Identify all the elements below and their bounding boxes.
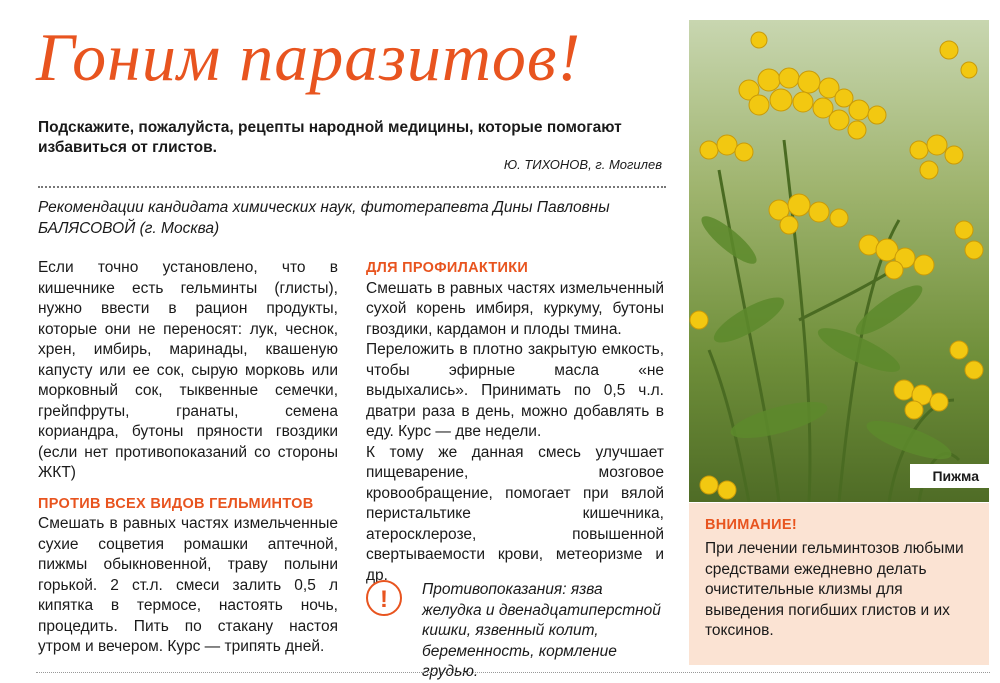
- prevention-paragraph-3: К тому же данная смесь улучшает пищеварение, мозговое кровообращение, помогает при вялой перистальтике кишечника, атеросклерозе, повышенной свертываемости крови, метеоризме и др.: [366, 443, 664, 584]
- contraindications-text: Противопоказания: язва желудка и двенадцатиперстной кишки, язвенный колит, беременность, кормление грудью.: [422, 581, 661, 680]
- question-author: Ю. ТИХОНОВ, г. Могилев: [503, 157, 662, 172]
- bottom-divider: [36, 672, 990, 673]
- column-left: [38, 258, 338, 658]
- section-heading-all-helminths: ПРОТИВ ВСЕХ ВИДОВ ГЕЛЬМИНТОВ: [38, 495, 314, 512]
- photo-caption: Пижма: [910, 464, 989, 488]
- exclamation-icon: !: [366, 580, 402, 616]
- article-title: Гоним паразитов!: [36, 19, 582, 95]
- recipe-paragraph: Смешать в равных частях измельченные сухие соцветия ромашки аптечной, пижмы обыкновенной, траву полыни горькой. 2 ст.л. смеси залить 0,5 л кипятка в термосе, настоять ночь, процедить. Пить по стакану настоя утром и вечером. Курс — трипять дней.: [38, 515, 338, 655]
- warning-box: [689, 503, 989, 665]
- warning-heading: ВНИМАНИЕ!: [705, 517, 798, 533]
- tansy-illustration: [689, 20, 989, 502]
- warning-text: При лечении гельминтозов любыми средствами ежедневно делать очистительные клизмы для выведения погибших глистов и их токсинов.: [705, 540, 964, 639]
- reader-question: Подскажите, пожалуйста, рецепты народной медицины, которые помогают избавиться от глистов.: [38, 119, 622, 156]
- prevention-paragraph-2: Переложить в плотно закрытую емкость, чтобы эфирные масла «не выдыхались». Принимать по 0,5 ч.л. дватри раза в день, можно добавлять в еду. Курс — две недели.: [366, 341, 664, 440]
- expert-recommendation: Рекомендации кандидата химических наук, фитотерапевта Дины Павловны БАЛЯСОВОЙ (г. Москва): [38, 199, 610, 237]
- prevention-paragraph-1: Смешать в равных частях измельченный сухой корень имбиря, куркуму, бутоны гвоздики, кардамон и плоды тмина.: [366, 279, 664, 338]
- section-heading-prevention: ДЛЯ ПРОФИЛАКТИКИ: [366, 260, 529, 276]
- intro-paragraph: Если точно установлено, что в кишечнике есть гельминты (глисты), нужно ввести в рацион продукты, которые они не переносят: лук, чеснок, хрен, имбирь, маринады, квашеную капусту или ее сок, сырую морковь или морковный сок, тыквенные семечки, грейпфруты, гранаты, семена кориандра, бутоны пряности гвоздики (если нет противопоказаний со стороны ЖКТ): [38, 259, 338, 481]
- tansy-photo: [689, 20, 989, 502]
- column-middle: [366, 258, 664, 586]
- contraindications-block: [366, 580, 664, 680]
- divider: [38, 186, 666, 188]
